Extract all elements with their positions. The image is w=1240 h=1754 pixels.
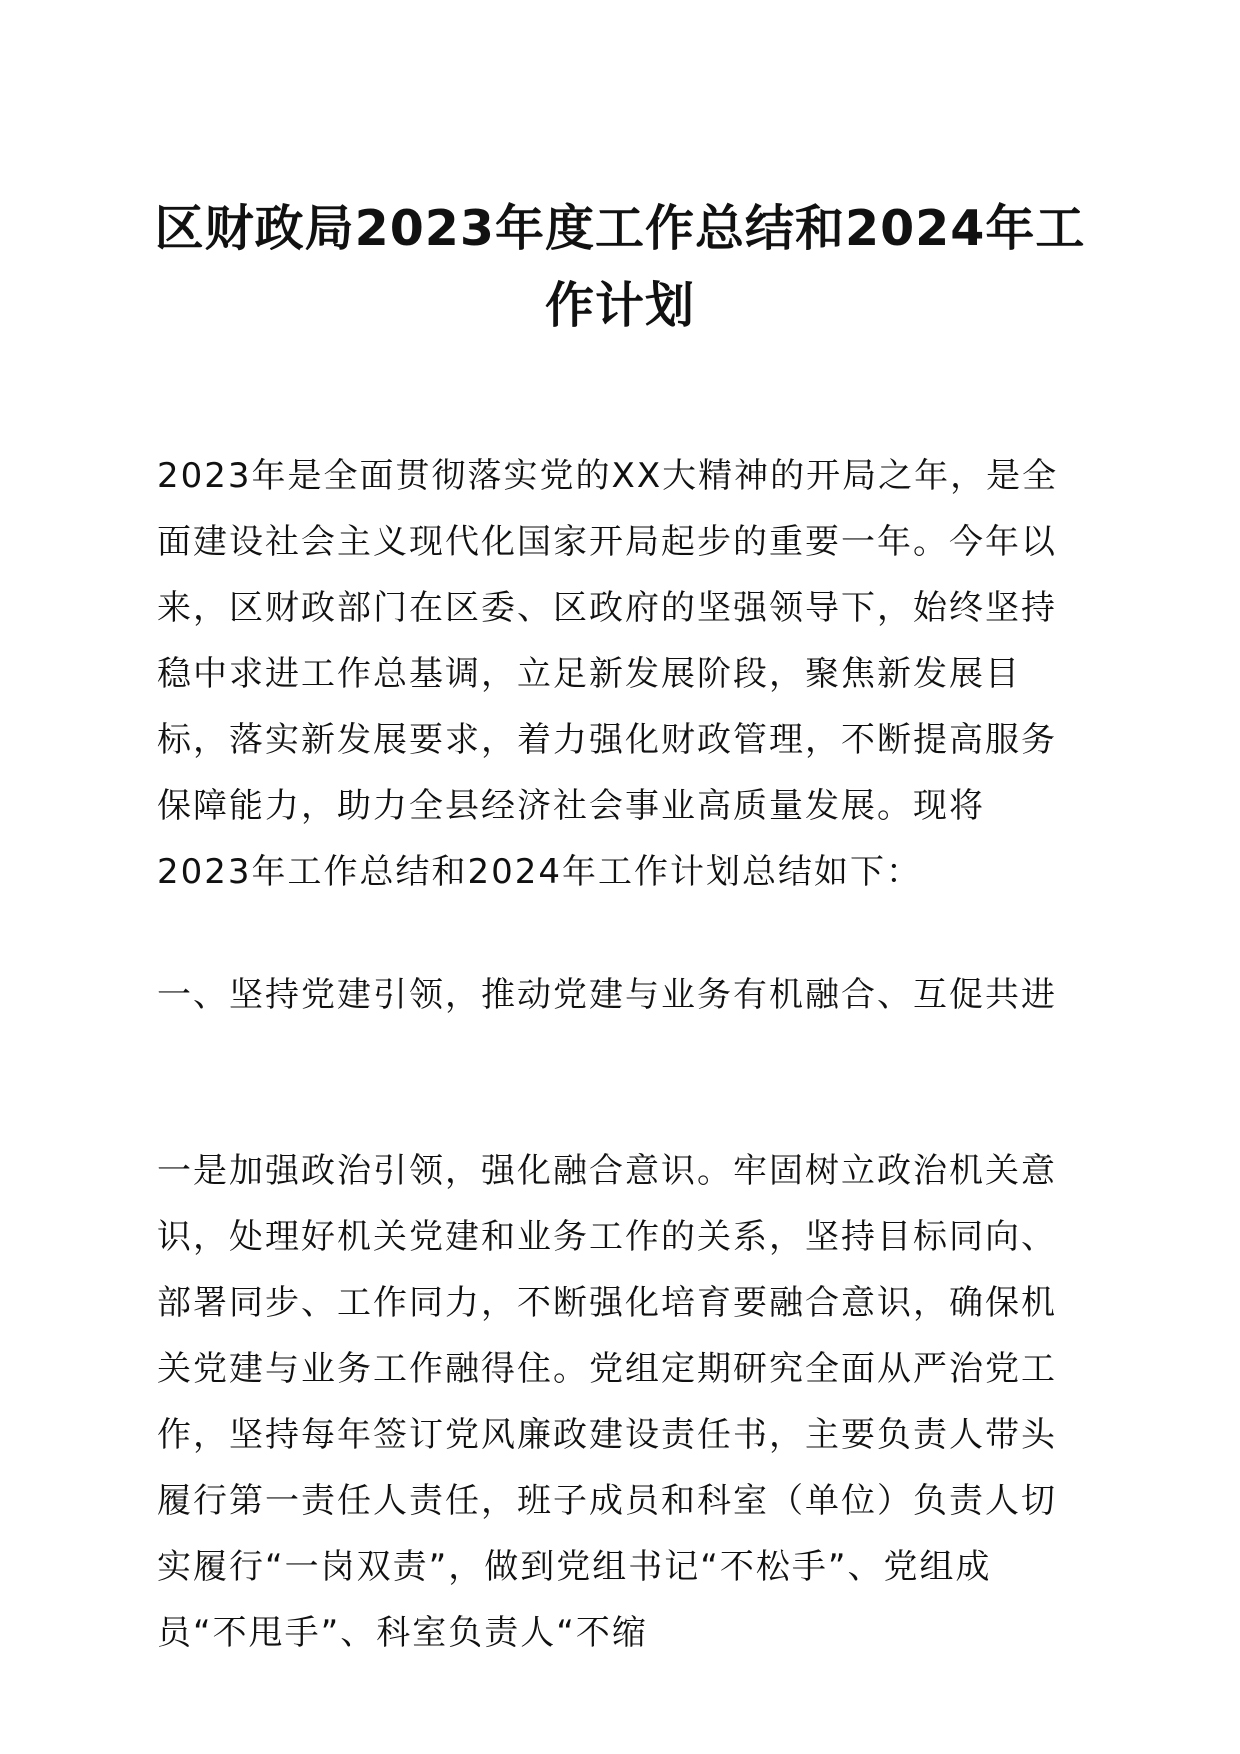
section-heading: 一、坚持党建引领，推动党建与业务有机融合、互促共进: [157, 975, 1057, 1015]
document-title: 区财政局2023年度工作总结和2024年工作计划: [154, 200, 1086, 334]
intro-paragraph: 2023年是全面贯彻落实党的XX大精神的开局之年，是全面建设社会主义现代化国家开局起步的重要一年。今年以来，区财政部门在区委、区政府的坚强领导下，始终坚持稳中求进工作总基调，立足新发展阶段，聚焦新发展目标，落实新发展要求，着力强化财政管理，不断提高服务保障能力，助力全县经济社会事业高质量发展。现将2023年工作总结和2024年工作计划总结如下：: [157, 456, 1059, 892]
body-paragraph: 一是加强政治引领，强化融合意识。牢固树立政治机关意识，处理好机关党建和业务工作的关系，坚持目标同向、部署同步、工作同力，不断强化培育要融合意识，确保机关党建与业务工作融得住。党组定期研究全面从严治党工作，坚持每年签订党风廉政建设责任书，主要负责人带头履行第一责任人责任，班子成员和科室（单位）负责人切实履行“一岗双责”，做到党组书记“不松手”、党组成员“不甩手”、科室负责人“不缩: [157, 1151, 1057, 1653]
